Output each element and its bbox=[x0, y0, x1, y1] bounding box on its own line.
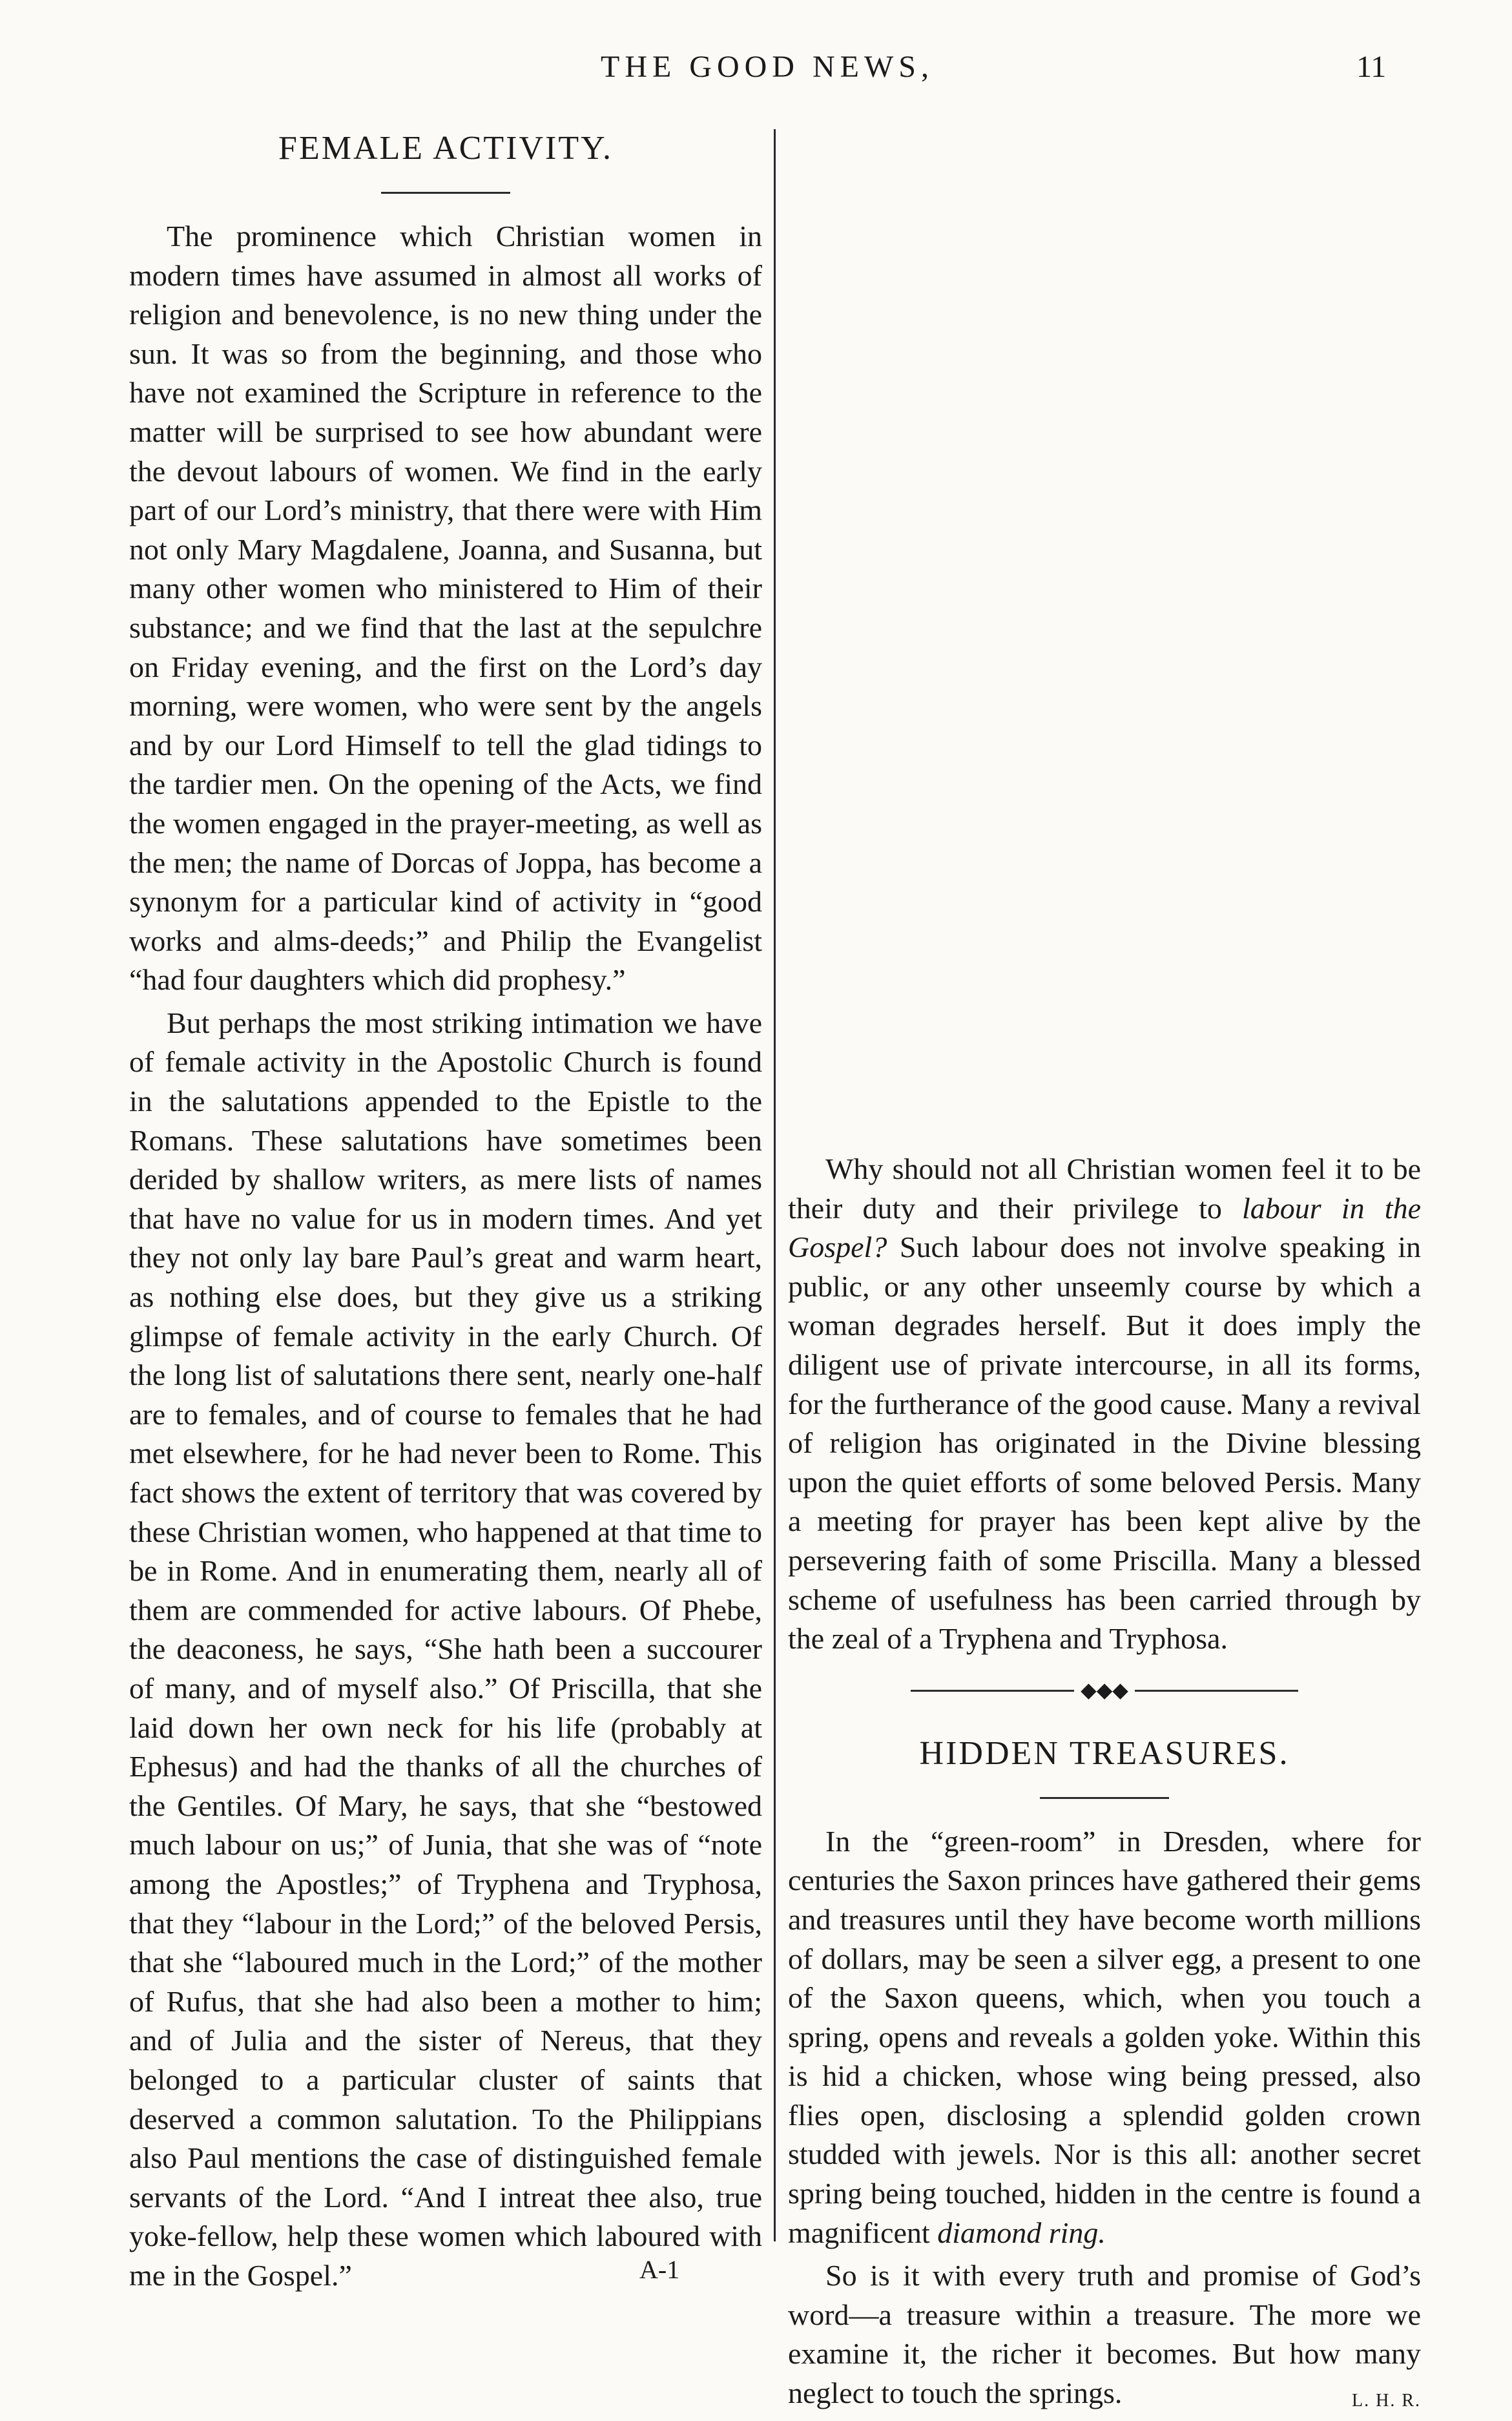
running-head bbox=[0, 45, 1512, 97]
paragraph-text: Such labour does not involve speaking in public, or any other unseemly course by which a woman degrades herself. But it does imply the diligent use of private intercourse, in all its forms, for the furtherance of the good cause. Many a revival of religion has originated in the Divine blessing upon the quiet efforts of some beloved Persis. Many a meeting for prayer has been kept alive by the persevering faith of some Priscilla. Many a blessed scheme of usefulness has been carried through by the zeal of a Tryphena and Tryphosa. bbox=[788, 1231, 1421, 1656]
article-paragraph bbox=[129, 1004, 762, 2296]
paragraph-text: In the “green-room” in Dresden, where for centuries the Saxon princes have gathered their gems and treasures until they have become worth millions of dollars, may be seen a silver egg, a present to one of the Saxon queens, which, when you touch a spring, opens and reveals a golden yoke. Within this is hid a chicken, whose wing being pressed, also flies open, disclosing a splendid golden crown studded with jewels. Nor is this all: another secret spring being touched, hidden in the centre is found a magnificent bbox=[788, 1824, 1421, 2249]
article-paragraph: The prominence which Christian women in modern times have assumed in almost all works of religion and benevolence, is no new thing under the sun. It was so from the beginning, and those who have not examined the Scripture in reference to the matter will be surprised to see how abundant were the devout labours of women. We find in the early part of our Lord’s ministry, that there were with Him not only Mary Magdalene, Joanna, and Susanna, but many other women who ministered to Him of their substance; and we find that the last at the sepulchre on Friday evening, and the first on the Lord’s day morning, were women, who were sent by the angels and by our Lord Himself to tell the glad tidings to the tardier men. On the opening of the Acts, we find the women engaged in the prayer-meeting, as well as the men; the name of Dorcas of Joppa, has become a synonym for a particular kind of activity in “good works and alms-deeds;” and Philip the Evangelist “had four daughters which did prophesy.” bbox=[129, 220, 762, 997]
page-number: 11 bbox=[1356, 50, 1387, 84]
article-paragraph bbox=[788, 2256, 1421, 2413]
paragraph-text: But perhaps the most striking intimation we have of female activity in the Apostolic Church is found in the salutations appended to the Epistle to the Romans. These salutations have sometimes been derided by shallow writers, as mere lists of names that have no value for us in modern times. And yet they not only lay bare Paul’s great and warm heart, as nothing else does, but they give us a striking glimpse of female activity in the early Church. Of the long list of salutations there sent, nearly one-half are to females, and of course to females that he had met elsewhere, for he had never been to Rome. This fact shows the extent of territory that was covered by these Christian women, who happened at that time to be in Rome. And in enumerating them, nearly all of them are commended for active labours. Of Phebe, the deaconess, he says, “She hath been a succourer of many, and of myself also.” Of Priscilla, that she laid down her own neck for his life (probably at Ephesus) and had the thanks of all the churches of the Gentiles. Of Mary, he says, that she “bestowed much labour on us;” of Junia, that she was of “note among the Apostles;” of Tryphena and Tryphosa, that they “labour in the Lord;” of the beloved Persis, that she “laboured much in the Lord;” of the mother of Rufus, that she had also been a mother to him; and of Julia and the sister of Nereus, that they belonged to a particular cluster of saints that deserved a common salutation. To the Philippians also Paul mentions the case of distinguished female servants of the Lord. “And I intreat thee also, true yoke-fellow, help these women which laboured with me in the Gospel.” bbox=[129, 1006, 762, 2292]
printer-signature-mark: A-1 bbox=[639, 2255, 680, 2284]
left-column bbox=[129, 129, 762, 2295]
ornament-icon: ◆◆◆ bbox=[1074, 1678, 1135, 1702]
right-column bbox=[788, 1150, 1421, 2421]
article-title-hidden-treasures: HIDDEN TREASURES. bbox=[919, 1734, 1290, 1772]
author-signature: L. H. R. bbox=[1352, 2391, 1421, 2411]
section-divider bbox=[911, 1676, 1298, 1702]
title-rule bbox=[381, 192, 510, 194]
emphasis-text: labour in the Gospel? bbox=[788, 1191, 1421, 1264]
article-paragraph bbox=[788, 1822, 1421, 2253]
running-title: THE GOOD NEWS, bbox=[601, 50, 934, 84]
paragraph-text: So is it with every truth and promise of God’s word—a treasure within a treasure. The more we examine it, the richer it becomes. But how many neglect to touch the springs. bbox=[788, 2259, 1421, 2410]
column-divider bbox=[774, 129, 776, 2241]
article-title-female-activity: FEMALE ACTIVITY. bbox=[278, 130, 613, 167]
paragraph-text: Why should not all Christian women feel it to be their duty and their privilege to bbox=[788, 1152, 1421, 1225]
article-paragraph bbox=[788, 1150, 1421, 1659]
emphasis-text: diamond ring. bbox=[937, 2216, 1106, 2249]
title-rule bbox=[1040, 1797, 1169, 1799]
